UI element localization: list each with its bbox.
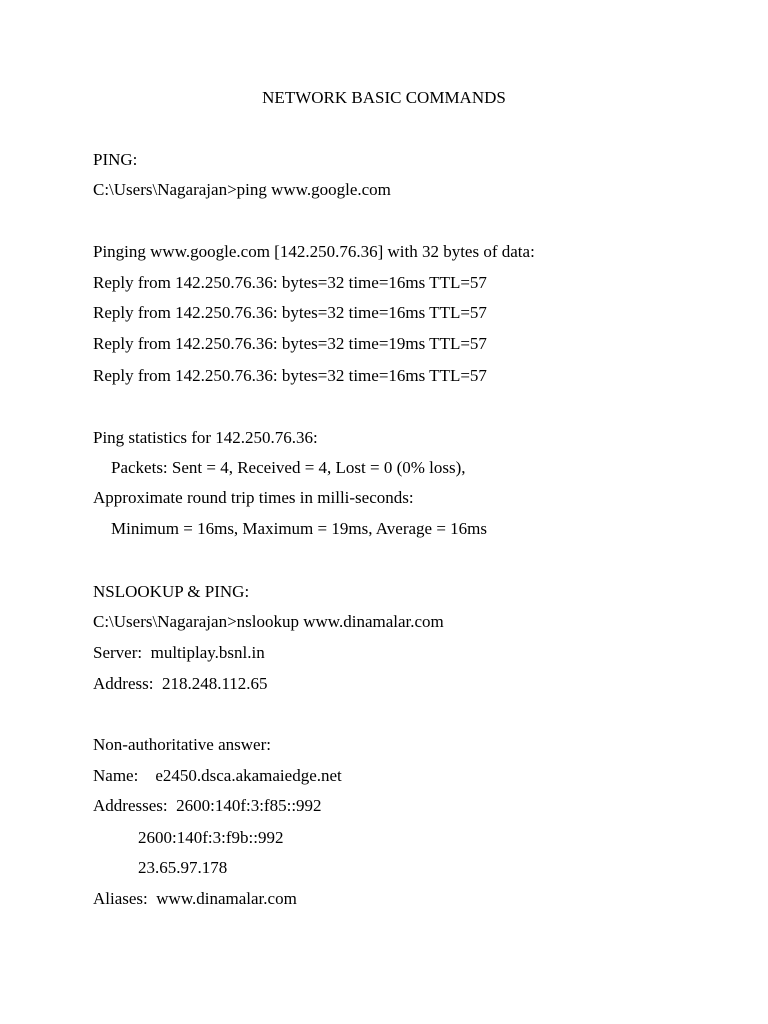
- reply-line: Reply from 142.250.76.36: bytes=32 time=16ms TTL=57: [93, 366, 487, 385]
- aliases-line: Aliases: www.dinamalar.com: [93, 889, 297, 908]
- address-line: Address: 218.248.112.65: [93, 674, 268, 693]
- ping-stats-heading: Ping statistics for 142.250.76.36:: [93, 428, 318, 447]
- addresses-line: Addresses: 2600:140f:3:f85::992: [93, 796, 322, 815]
- address-item: 2600:140f:3:f9b::992: [138, 828, 284, 847]
- nslookup-command: C:\Users\Nagarajan>nslookup www.dinamalar.com: [93, 612, 444, 631]
- ping-command: C:\Users\Nagarajan>ping www.google.com: [93, 180, 391, 199]
- rtt-heading: Approximate round trip times in milli-seconds:: [93, 488, 414, 507]
- nslookup-heading: NSLOOKUP & PING:: [93, 582, 250, 601]
- pinging-line: Pinging www.google.com [142.250.76.36] with 32 bytes of data:: [93, 242, 535, 261]
- reply-line: Reply from 142.250.76.36: bytes=32 time=16ms TTL=57: [93, 303, 487, 322]
- ping-packets-line: Packets: Sent = 4, Received = 4, Lost = 0 (0% loss),: [111, 458, 466, 477]
- nonauth-line: Non-authoritative answer:: [93, 735, 271, 754]
- name-line: Name: e2450.dsca.akamaiedge.net: [93, 766, 342, 785]
- rtt-values-line: Minimum = 16ms, Maximum = 19ms, Average = 16ms: [111, 519, 487, 538]
- ping-heading: PING:: [93, 150, 138, 169]
- page-title: NETWORK BASIC COMMANDS: [262, 88, 506, 107]
- address-item: 23.65.97.178: [138, 858, 228, 877]
- reply-line: Reply from 142.250.76.36: bytes=32 time=16ms TTL=57: [93, 273, 487, 292]
- reply-line: Reply from 142.250.76.36: bytes=32 time=19ms TTL=57: [93, 334, 487, 353]
- server-line: Server: multiplay.bsnl.in: [93, 643, 265, 662]
